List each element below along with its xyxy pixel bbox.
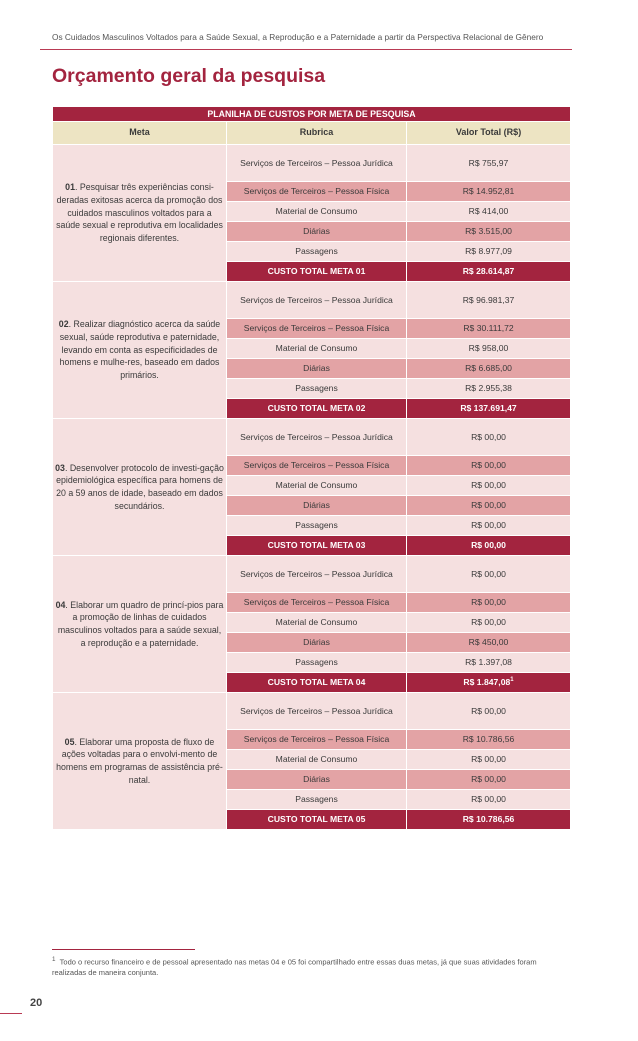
table-title: PLANILHA DE CUSTOS POR META DE PESQUISA <box>53 107 571 122</box>
meta-cell <box>53 419 227 556</box>
meta-number: 01 <box>65 182 75 193</box>
column-header-valor: Valor Total (R$) <box>407 122 571 145</box>
value-cell: R$ 00,00 <box>407 693 571 730</box>
value-cell: R$ 00,00 <box>407 456 571 476</box>
rubrica-cell: Diárias <box>227 222 407 242</box>
rubrica-cell: Diárias <box>227 770 407 790</box>
rubrica-cell: Diárias <box>227 633 407 653</box>
value-cell: R$ 00,00 <box>407 496 571 516</box>
table-row <box>53 282 571 319</box>
rubrica-cell: Serviços de Terceiros – Pessoa Física <box>227 730 407 750</box>
total-value: R$ 1.847,08 <box>463 677 511 688</box>
value-cell: R$ 00,00 <box>407 790 571 810</box>
total-label: CUSTO TOTAL META 04 <box>227 673 407 693</box>
value-cell: R$ 00,00 <box>407 556 571 593</box>
rubrica-cell: Serviços de Terceiros – Pessoa Jurídica <box>227 282 407 319</box>
header-divider <box>40 49 572 50</box>
value-cell: R$ 8.977,09 <box>407 242 571 262</box>
value-cell: R$ 755,97 <box>407 145 571 182</box>
rubrica-cell: Diárias <box>227 496 407 516</box>
value-cell: R$ 414,00 <box>407 202 571 222</box>
value-cell: R$ 00,00 <box>407 613 571 633</box>
rubrica-cell: Material de Consumo <box>227 750 407 770</box>
total-value-cell <box>407 673 571 693</box>
table-row <box>53 693 571 730</box>
total-value-cell <box>407 262 571 282</box>
meta-description: . Elaborar uma proposta de fluxo de ações voltadas para o envolvi-mento de homens em programas de assistência pré-natal. <box>56 736 223 785</box>
value-cell: R$ 00,00 <box>407 770 571 790</box>
meta-number: 05 <box>64 736 75 747</box>
rubrica-cell: Material de Consumo <box>227 339 407 359</box>
meta-description: . Realizar diagnóstico acerca da saúde sexual, saúde reprodutiva e paternidade, levando em conta as especificidades de homens e mulhe-res, baseado em dados primários. <box>59 319 221 381</box>
rubrica-cell: Material de Consumo <box>227 476 407 496</box>
cost-table <box>52 106 571 830</box>
value-cell: R$ 00,00 <box>407 750 571 770</box>
rubrica-cell: Passagens <box>227 242 407 262</box>
meta-cell <box>53 282 227 419</box>
rubrica-cell: Passagens <box>227 379 407 399</box>
rubrica-cell: Passagens <box>227 790 407 810</box>
table-row <box>53 419 571 456</box>
value-cell: R$ 2.955,38 <box>407 379 571 399</box>
footnote-reference: 1 <box>510 677 514 684</box>
rubrica-cell: Serviços de Terceiros – Pessoa Jurídica <box>227 693 407 730</box>
value-cell: R$ 30.111,72 <box>407 319 571 339</box>
total-label: CUSTO TOTAL META 01 <box>227 262 407 282</box>
total-value-cell <box>407 810 571 830</box>
total-label: CUSTO TOTAL META 02 <box>227 399 407 419</box>
page-number: 20 <box>30 997 43 1009</box>
total-label: CUSTO TOTAL META 03 <box>227 536 407 556</box>
value-cell: R$ 958,00 <box>407 339 571 359</box>
rubrica-cell: Serviços de Terceiros – Pessoa Jurídica <box>227 419 407 456</box>
meta-number: 03 <box>55 462 65 473</box>
value-cell: R$ 6.685,00 <box>407 359 571 379</box>
footnote-text: Todo o recurso financeiro e de pessoal apresentado nas metas 04 e 05 foi compartilhado entre essas duas metas, já que suas atividades foram realizadas de maneira conjunta. <box>52 957 537 978</box>
value-cell: R$ 00,00 <box>407 476 571 496</box>
value-cell: R$ 96.981,37 <box>407 282 571 319</box>
rubrica-cell: Passagens <box>227 516 407 536</box>
value-cell: R$ 10.786,56 <box>407 730 571 750</box>
rubrica-cell: Serviços de Terceiros – Pessoa Física <box>227 456 407 476</box>
total-value: R$ 28.614,87 <box>462 266 515 277</box>
footnote-divider <box>52 949 195 950</box>
table-row <box>53 145 571 182</box>
table-row <box>53 556 571 593</box>
running-header: Os Cuidados Masculinos Voltados para a Saúde Sexual, a Reprodução e a Paternidade a partir da Perspectiva Relacional de Gênero <box>52 32 544 42</box>
value-cell: R$ 00,00 <box>407 516 571 536</box>
value-cell: R$ 3.515,00 <box>407 222 571 242</box>
value-cell: R$ 14.952,81 <box>407 182 571 202</box>
footnote-marker: 1 <box>52 956 56 963</box>
value-cell: R$ 00,00 <box>407 593 571 613</box>
footnote <box>52 955 570 979</box>
rubrica-cell: Serviços de Terceiros – Pessoa Física <box>227 319 407 339</box>
value-cell: R$ 00,00 <box>407 419 571 456</box>
total-label: CUSTO TOTAL META 05 <box>227 810 407 830</box>
meta-cell <box>53 556 227 693</box>
rubrica-cell: Serviços de Terceiros – Pessoa Física <box>227 593 407 613</box>
table-body <box>53 145 571 830</box>
rubrica-cell: Material de Consumo <box>227 613 407 633</box>
total-value: R$ 137.691,47 <box>460 403 517 414</box>
page-title: Orçamento geral da pesquisa <box>52 65 326 87</box>
meta-cell <box>53 693 227 830</box>
rubrica-cell: Diárias <box>227 359 407 379</box>
value-cell: R$ 450,00 <box>407 633 571 653</box>
rubrica-cell: Serviços de Terceiros – Pessoa Jurídica <box>227 145 407 182</box>
meta-number: 04 <box>55 599 66 610</box>
meta-description: . Pesquisar três experiências consi-deradas exitosas acerca da promoção dos cuidados masculinos voltados para a saúde sexual e reprodutiva em localidades regionais diferentes. <box>56 182 223 244</box>
total-value-cell <box>407 399 571 419</box>
rubrica-cell: Serviços de Terceiros – Pessoa Jurídica <box>227 556 407 593</box>
meta-number: 02 <box>58 319 69 330</box>
meta-description: . Elaborar um quadro de princí-pios para a promoção de linhas de cuidados masculinos voltados para a saúde sexual, a reprodução e a paternidade. <box>57 599 224 648</box>
rubrica-cell: Serviços de Terceiros – Pessoa Física <box>227 182 407 202</box>
column-header-meta: Meta <box>53 122 227 145</box>
meta-cell <box>53 145 227 282</box>
page-number-rule <box>0 1013 22 1014</box>
meta-description: . Desenvolver protocolo de investi-gação epidemiológica específica para homens de 20 a 59 anos de idade, baseado em dados secundários. <box>56 462 224 511</box>
total-value: R$ 10.786,56 <box>462 814 515 825</box>
rubrica-cell: Material de Consumo <box>227 202 407 222</box>
value-cell: R$ 1.397,08 <box>407 653 571 673</box>
column-header-rubrica: Rubrica <box>227 122 407 145</box>
total-value: R$ 00,00 <box>471 540 506 551</box>
rubrica-cell: Passagens <box>227 653 407 673</box>
total-value-cell <box>407 536 571 556</box>
